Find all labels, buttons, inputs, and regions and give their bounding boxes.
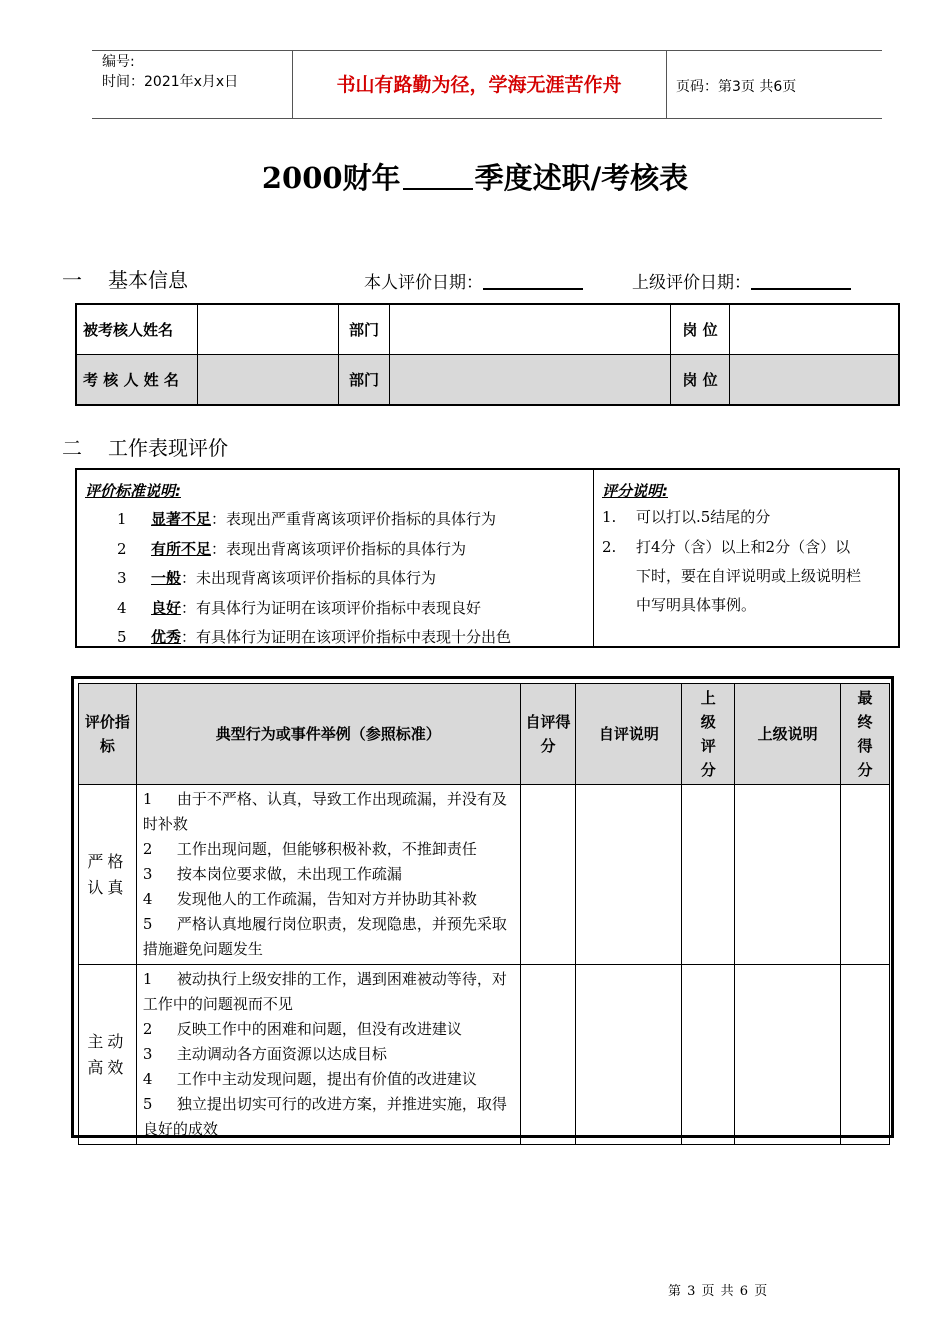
- title-prefix: 2000财年: [261, 161, 401, 195]
- section-title: 基本信息: [108, 268, 188, 292]
- self-note-cell[interactable]: [576, 965, 682, 1145]
- list-item: 1 由于不严格、认真，导致工作出现疏漏，并没有及时补救: [142, 790, 507, 833]
- header-divider: [666, 50, 667, 118]
- evaluation-table: [78, 683, 890, 1145]
- assessor-post-field[interactable]: [730, 355, 900, 406]
- superior-eval-date: [632, 268, 851, 293]
- header-row: [79, 684, 890, 785]
- table-row: [79, 785, 890, 965]
- header-bottom-rule: [92, 118, 882, 119]
- header-motto: 书山有路勤为径，学海无涯苦作舟: [336, 74, 622, 96]
- superior-note-cell[interactable]: [735, 965, 841, 1145]
- list-item: 3 主动调动各方面资源以达成目标: [142, 1045, 387, 1063]
- evaluation-table-frame: [71, 676, 894, 1138]
- list-item: 5 严格认真地履行岗位职责，发现隐患，并预先采取措施避免问题发生: [142, 915, 507, 958]
- list-item: 5 独立提出切实可行的改进方案，并推进实施，取得良好的成效: [142, 1095, 507, 1138]
- list-item: 2 工作出现问题，但能够积极补救，不推卸责任: [142, 840, 477, 858]
- dept-label: 部门: [339, 355, 390, 406]
- self-eval-date: [364, 268, 583, 293]
- list-item: 4 工作中主动发现问题，提出有价值的改进建议: [142, 1070, 477, 1088]
- table-row: [76, 304, 899, 355]
- example-list: [136, 965, 520, 1145]
- col-superior-score: 上级评分: [682, 684, 735, 785]
- superior-note-cell[interactable]: [735, 785, 841, 965]
- criteria-item: 5 优秀：有具体行为证明在该项评价指标中表现十分出色: [117, 628, 512, 646]
- criteria-heading: 评价标准说明:: [85, 482, 181, 500]
- superior-score-cell[interactable]: [682, 785, 735, 965]
- scoring-item: 2. 打4分（含）以上和2分（含）以下时，要在自评说明或上级说明栏中写明具体事例。: [602, 538, 862, 614]
- self-score-cell[interactable]: [520, 965, 576, 1145]
- header-meta: [102, 52, 238, 92]
- code-label: 编号:: [102, 54, 135, 70]
- col-final-score: 最终得分: [841, 684, 890, 785]
- final-score-cell[interactable]: [841, 785, 890, 965]
- final-score-cell[interactable]: [841, 965, 890, 1145]
- list-item: 3 按本岗位要求做，未出现工作疏漏: [142, 865, 402, 883]
- section-basic-info: [62, 264, 188, 293]
- scoring-heading: 评分说明:: [602, 482, 668, 500]
- superior-date-field[interactable]: [751, 270, 851, 290]
- quarter-blank[interactable]: [403, 160, 473, 190]
- table-row: [79, 965, 890, 1145]
- col-self-note: 自评说明: [576, 684, 682, 785]
- assessee-name-field[interactable]: [198, 304, 339, 355]
- post-label: 岗 位: [671, 355, 730, 406]
- superior-score-cell[interactable]: [682, 965, 735, 1145]
- dept-label: 部门: [339, 304, 390, 355]
- section-performance: [62, 432, 228, 461]
- assessee-name-label: 被考核人姓名: [76, 304, 198, 355]
- assessee-dept-field[interactable]: [390, 304, 671, 355]
- col-superior-note: 上级说明: [735, 684, 841, 785]
- indicator-name: 严格认真: [79, 785, 137, 965]
- self-note-cell[interactable]: [576, 785, 682, 965]
- list-item: 1 被动执行上级安排的工作，遇到困难被动等待，对工作中的问题视而不见: [142, 970, 507, 1013]
- assessor-name-field[interactable]: [198, 355, 339, 406]
- criteria-box: [75, 468, 900, 648]
- table-row: [76, 355, 899, 406]
- list-item: 2 反映工作中的困难和问题，但没有改进建议: [142, 1020, 462, 1038]
- indicator-name: 主动高效: [79, 965, 137, 1145]
- assessor-name-label: 考 核 人 姓 名: [76, 355, 198, 406]
- superior-date-label: 上级评价日期：: [632, 273, 751, 293]
- self-date-label: 本人评价日期：: [364, 273, 483, 293]
- title-suffix: 季度述职/考核表: [474, 161, 689, 195]
- post-label: 岗 位: [671, 304, 730, 355]
- section-number: 一: [62, 268, 82, 292]
- self-score-cell[interactable]: [520, 785, 576, 965]
- col-examples: 典型行为或事件举例（参照标准）: [136, 684, 520, 785]
- list-item: 4 发现他人的工作疏漏，告知对方并协助其补救: [142, 890, 477, 908]
- example-list: [136, 785, 520, 965]
- form-title: [0, 156, 950, 197]
- page-footer: 第 3 页 共 6 页: [668, 1284, 769, 1299]
- self-date-field[interactable]: [483, 270, 583, 290]
- criteria-divider: [593, 470, 594, 646]
- criteria-item: 3 一般：未出现背离该项评价指标的具体行为: [117, 569, 437, 587]
- scoring-item: 1. 可以打以.5结尾的分: [602, 508, 771, 526]
- criteria-item: 1 显著不足：表现出严重背离该项评价指标的具体行为: [117, 510, 497, 528]
- basic-info-table: [75, 303, 900, 406]
- time-label: 时间：2021年x月x日: [102, 74, 239, 90]
- assessee-post-field[interactable]: [730, 304, 900, 355]
- criteria-item: 2 有所不足：表现出背离该项评价指标的具体行为: [117, 540, 467, 558]
- col-self-score: 自评得分: [520, 684, 576, 785]
- header-top-rule: [92, 50, 882, 51]
- criteria-item: 4 良好：有具体行为证明在该项评价指标中表现良好: [117, 599, 482, 617]
- col-indicator: 评价指标: [79, 684, 137, 785]
- section-title: 工作表现评价: [108, 436, 228, 460]
- header-page-number: 页码：第3页 共6页: [676, 79, 797, 95]
- assessor-dept-field[interactable]: [390, 355, 671, 406]
- section-number: 二: [62, 436, 82, 460]
